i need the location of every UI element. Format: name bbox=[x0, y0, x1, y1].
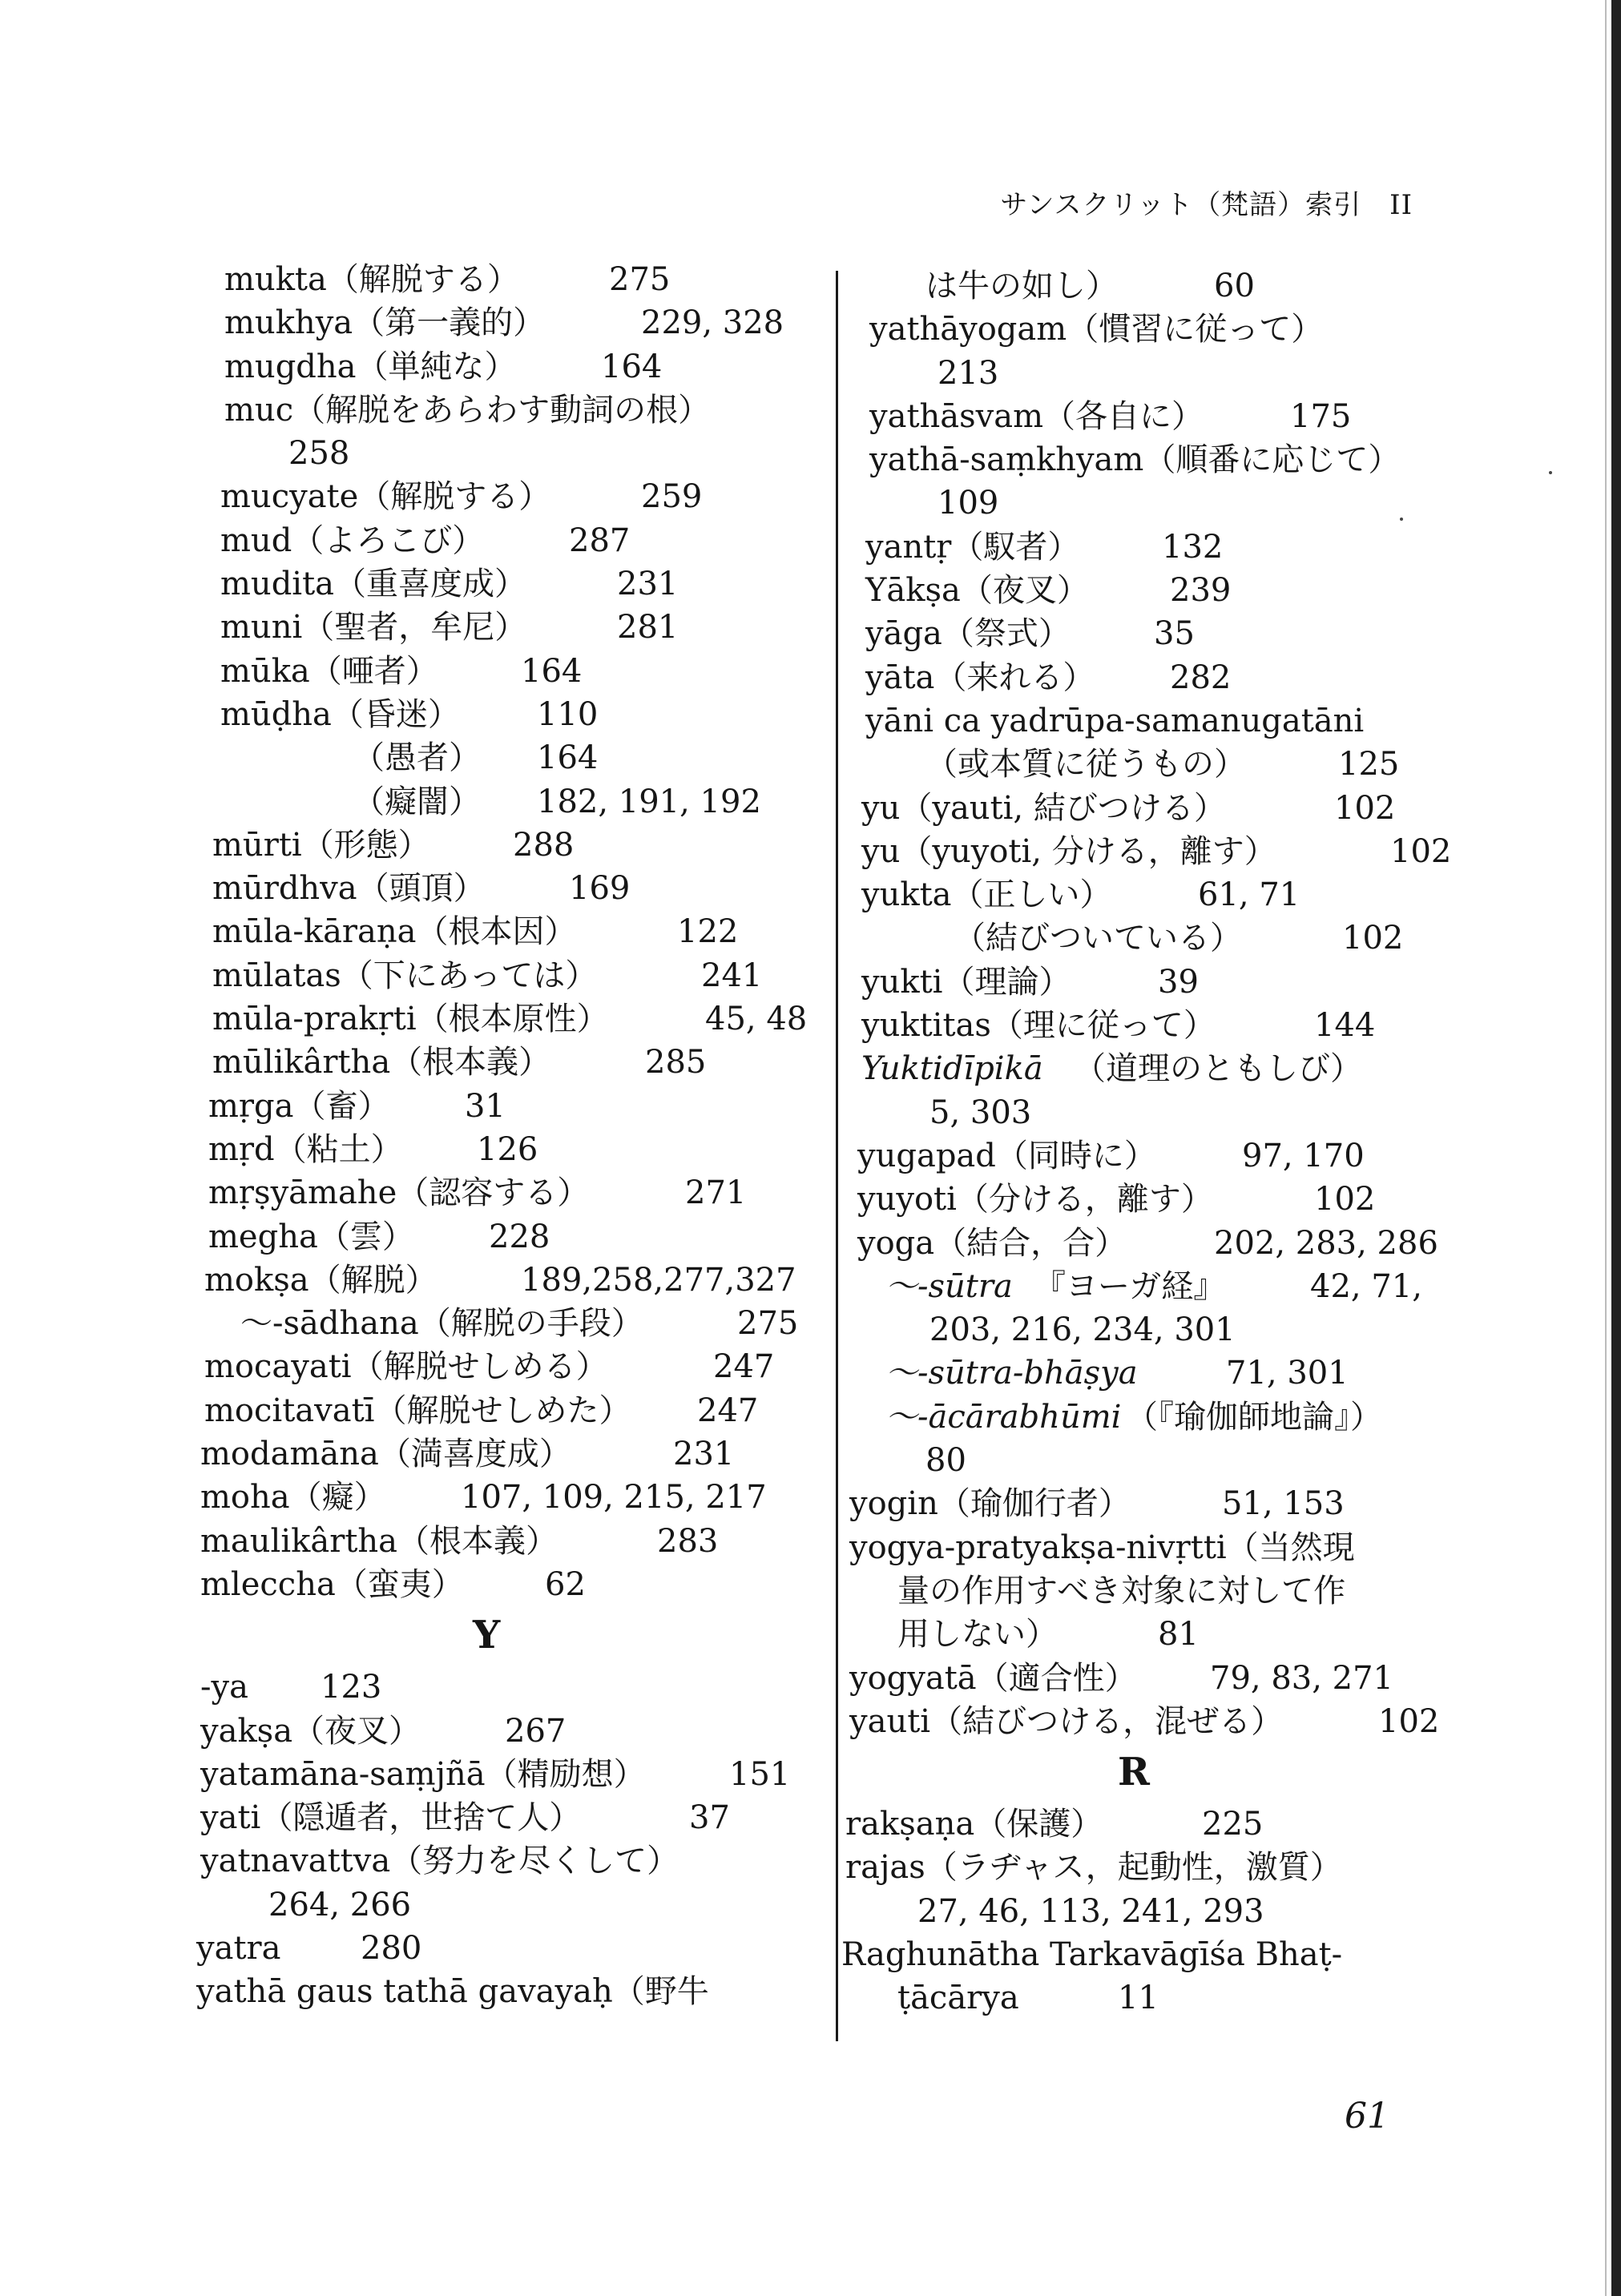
page-refs: 247 bbox=[697, 1392, 759, 1429]
entry-text: mudita（重喜度成） bbox=[220, 566, 527, 603]
page-refs: 97, 170 bbox=[1242, 1137, 1365, 1174]
index-entry bbox=[192, 389, 825, 432]
index-entry bbox=[841, 1569, 1466, 1613]
index-entry bbox=[841, 1933, 1466, 1976]
index-entry bbox=[192, 1345, 825, 1388]
index-entry bbox=[192, 1839, 825, 1883]
index-entry bbox=[192, 1128, 825, 1171]
entry-text: mud（よろこび） bbox=[220, 522, 485, 559]
entry-text: yāta（来れる） bbox=[865, 659, 1095, 696]
index-entry bbox=[841, 612, 1466, 655]
index-entry bbox=[192, 736, 825, 779]
index-entry bbox=[841, 1091, 1466, 1134]
index-column-left bbox=[192, 258, 825, 2014]
page-refs: 102 bbox=[1314, 1181, 1376, 1218]
entry-text: 用しない） bbox=[897, 1616, 1058, 1654]
page-refs: 61, 71 bbox=[1198, 876, 1300, 914]
entry-text: mūrdhva（頭頂） bbox=[212, 870, 486, 908]
entry-text: ṭācārya bbox=[897, 1980, 1019, 2017]
entry-text: 量の作用すべき対象に対して作 bbox=[897, 1572, 1346, 1609]
page-refs: 62 bbox=[545, 1565, 586, 1603]
index-entry bbox=[192, 1085, 825, 1128]
entry-text: yathā-saṃkhyam（順番に応じて） bbox=[869, 441, 1401, 479]
entry-text: ～-sādhana（解脱の手段） bbox=[240, 1305, 643, 1343]
index-entry bbox=[192, 258, 825, 301]
page-refs: 37 bbox=[689, 1799, 730, 1837]
entry-text: （結びついている） bbox=[954, 920, 1242, 957]
entry-text: mūlikârtha（根本義） bbox=[212, 1044, 551, 1082]
index-entry bbox=[841, 438, 1466, 481]
section-letter: Y bbox=[473, 1613, 501, 1658]
index-entry bbox=[841, 1657, 1466, 1700]
index-entry bbox=[192, 562, 825, 606]
index-entry bbox=[841, 1526, 1466, 1569]
entry-text: mūla-prakṛti（根本原性） bbox=[212, 1001, 609, 1038]
entry-text: yoga（結合，合） bbox=[857, 1224, 1127, 1262]
entry-text: yukti（理論） bbox=[861, 963, 1071, 1001]
page-refs: 80 bbox=[925, 1442, 966, 1480]
index-entry bbox=[841, 1222, 1466, 1265]
entry-text: mukhya（第一義的） bbox=[224, 304, 546, 342]
index-entry bbox=[841, 1700, 1466, 1743]
entry-text: yu（yauti, 結びつける） bbox=[861, 789, 1226, 827]
index-entry bbox=[192, 475, 825, 518]
index-entry bbox=[841, 1439, 1466, 1482]
index-entry bbox=[841, 743, 1466, 786]
page-refs: 164 bbox=[537, 739, 599, 777]
entry-text: （或本質に従うもの） bbox=[925, 746, 1246, 783]
entry-text: muc（解脱をあらわす動詞の根） bbox=[224, 391, 711, 429]
page-refs: 182, 191, 192 bbox=[537, 783, 761, 820]
entry-text: mocitavatī（解脱せしめた） bbox=[204, 1392, 631, 1429]
page-refs: 27, 46, 113, 241, 293 bbox=[917, 1892, 1264, 1930]
index-entry bbox=[841, 1976, 1466, 2020]
running-header: サンスクリット（梵語）索引 II bbox=[1000, 189, 1413, 221]
index-entry bbox=[841, 1047, 1466, 1090]
page-refs: 267 bbox=[505, 1712, 567, 1750]
page-refs: 5, 303 bbox=[929, 1094, 1032, 1131]
page-refs: 288 bbox=[513, 826, 575, 864]
index-entry bbox=[192, 1215, 825, 1259]
index-entry bbox=[192, 1970, 825, 2013]
index-entry bbox=[192, 1302, 825, 1345]
entry-text: mūḍha（昏迷） bbox=[220, 695, 460, 733]
entry-text: ～-sūtra-bhāṣya bbox=[885, 1355, 1138, 1392]
page-refs: 164 bbox=[521, 652, 583, 690]
page-refs: 264, 266 bbox=[268, 1886, 412, 1923]
index-entry bbox=[192, 867, 825, 910]
entry-text: mocayati（解脱せしめる） bbox=[204, 1348, 608, 1386]
entry-text: yathā gaus tathā gavayaḥ（野牛 bbox=[196, 1973, 709, 2011]
section-heading bbox=[192, 1606, 825, 1666]
index-entry bbox=[841, 873, 1466, 916]
index-entry bbox=[841, 1265, 1466, 1308]
entry-text: mukta（解脱する） bbox=[224, 261, 519, 298]
index-entry bbox=[192, 1432, 825, 1476]
index-entry bbox=[192, 1259, 825, 1302]
index-entry bbox=[841, 1890, 1466, 1933]
index-entry bbox=[192, 1171, 825, 1214]
page-refs: 275 bbox=[609, 261, 671, 298]
entry-text: yugapad（同時に） bbox=[857, 1137, 1156, 1174]
entry-text: 『ヨーガ経』 bbox=[1034, 1267, 1226, 1305]
entry-text: Yākṣa（夜叉） bbox=[865, 572, 1089, 610]
entry-text: mleccha（蛮夷） bbox=[200, 1565, 464, 1603]
index-entry bbox=[841, 481, 1466, 525]
page-refs: 60 bbox=[1214, 268, 1255, 304]
index-entry bbox=[841, 1803, 1466, 1846]
entry-text: rakṣaṇa（保護） bbox=[845, 1806, 1103, 1843]
index-entry bbox=[841, 916, 1466, 960]
index-entry bbox=[192, 997, 825, 1041]
index-entry bbox=[192, 824, 825, 867]
page-refs: 126 bbox=[477, 1130, 538, 1168]
entry-text: （『瑜伽師地論』） bbox=[1126, 1398, 1382, 1436]
entry-text: yuktitas（理に従って） bbox=[861, 1007, 1216, 1045]
page-number: 61 bbox=[1345, 2096, 1389, 2137]
entry-text: yogin（瑜伽行者） bbox=[849, 1485, 1131, 1523]
index-entry bbox=[192, 345, 825, 389]
entry-text: yogya-pratyakṣa-nivṛtti（当然現 bbox=[849, 1529, 1355, 1566]
page-refs: 258 bbox=[288, 435, 350, 473]
entry-text: Yuktidīpikā bbox=[861, 1050, 1043, 1088]
index-entry bbox=[841, 656, 1466, 699]
entry-text: mokṣa（解脱） bbox=[204, 1261, 438, 1299]
page-refs: 102 bbox=[1390, 832, 1452, 870]
entry-text: （癡闇） bbox=[353, 783, 481, 820]
page-refs: 45, 48 bbox=[705, 1001, 808, 1038]
index-entry bbox=[192, 693, 825, 736]
page-refs: 11 bbox=[1118, 1980, 1159, 2017]
index-entry bbox=[841, 395, 1466, 438]
entry-text: mṛd（粘土） bbox=[208, 1130, 403, 1168]
index-entry bbox=[841, 1351, 1466, 1395]
index-entry bbox=[192, 519, 825, 562]
index-entry bbox=[192, 1563, 825, 1606]
index-entry bbox=[841, 1482, 1466, 1525]
entry-text: modamāna（満喜度成） bbox=[200, 1436, 571, 1473]
entry-text: mṛga（畜） bbox=[208, 1087, 390, 1125]
page-refs: 225 bbox=[1202, 1806, 1264, 1843]
page-refs: 31 bbox=[465, 1087, 506, 1125]
page-refs: 229, 328 bbox=[641, 304, 784, 342]
page-refs: 271 bbox=[685, 1174, 747, 1212]
page-refs: 202, 283, 286 bbox=[1214, 1224, 1438, 1262]
page-refs: 79, 83, 271 bbox=[1210, 1659, 1394, 1697]
index-entry bbox=[192, 1710, 825, 1753]
index-entry bbox=[192, 1476, 825, 1519]
page-refs: 213 bbox=[938, 354, 999, 392]
page-refs: 259 bbox=[641, 478, 703, 516]
entry-text: mugdha（単純な） bbox=[224, 348, 517, 385]
page-refs: 102 bbox=[1334, 789, 1396, 827]
page-refs: 247 bbox=[713, 1348, 775, 1386]
page-refs: 81 bbox=[1158, 1616, 1199, 1654]
page-refs: 231 bbox=[617, 566, 679, 603]
entry-text: yathāyogam（慣習に従って） bbox=[869, 311, 1324, 348]
entry-text: megha（雲） bbox=[208, 1218, 414, 1255]
page-refs: 123 bbox=[321, 1669, 382, 1706]
entry-text: （愚者） bbox=[353, 739, 481, 777]
entry-text: yatnavattva（努力を尽くして） bbox=[200, 1843, 679, 1880]
page-refs: 109 bbox=[938, 485, 999, 522]
index-entry bbox=[841, 1004, 1466, 1047]
page-refs: 71, 301 bbox=[1226, 1355, 1349, 1392]
entry-text: yatra bbox=[196, 1929, 281, 1967]
page-refs: 132 bbox=[1162, 528, 1224, 566]
section-heading bbox=[841, 1743, 1466, 1803]
page-refs: 280 bbox=[361, 1929, 422, 1967]
index-entry bbox=[192, 1753, 825, 1796]
page-refs: 110 bbox=[537, 695, 599, 733]
entry-text: yu（yuyoti, 分ける，離す） bbox=[861, 832, 1276, 870]
page-refs: 203, 216, 234, 301 bbox=[929, 1311, 1236, 1349]
page-refs: 282 bbox=[1170, 659, 1232, 696]
entry-text: maulikârtha（根本義） bbox=[200, 1522, 558, 1560]
index-entry bbox=[841, 1396, 1466, 1439]
page-refs: 283 bbox=[657, 1522, 719, 1560]
entry-text: rajas（ラヂャス，起動性，激質） bbox=[845, 1849, 1342, 1887]
index-entry bbox=[841, 1308, 1466, 1351]
scan-edge bbox=[1611, 0, 1621, 2296]
entry-text: yogyatā（適合性） bbox=[849, 1659, 1137, 1697]
entry-text: yathāsvam（各自に） bbox=[869, 397, 1204, 435]
index-entry bbox=[841, 787, 1466, 830]
entry-text: yauti（結びつける，混ぜる） bbox=[849, 1702, 1284, 1740]
index-entry bbox=[192, 1927, 825, 1970]
page-refs: 144 bbox=[1314, 1007, 1376, 1045]
page-refs: 275 bbox=[737, 1305, 799, 1343]
page-refs: 239 bbox=[1170, 572, 1232, 610]
index-entry bbox=[841, 1846, 1466, 1889]
speck bbox=[1549, 471, 1552, 474]
index-entry bbox=[192, 650, 825, 693]
index-entry bbox=[192, 954, 825, 997]
page-refs: 102 bbox=[1342, 920, 1404, 957]
entry-text: yati（隠遁者，世捨て人） bbox=[200, 1799, 582, 1837]
page-refs: 169 bbox=[569, 870, 631, 908]
index-entry bbox=[841, 830, 1466, 873]
entry-text: ～-ācārabhūmi bbox=[885, 1398, 1122, 1436]
index-entry bbox=[841, 699, 1466, 743]
index-entry bbox=[192, 1520, 825, 1563]
column-divider bbox=[836, 271, 838, 2041]
index-entry bbox=[192, 1041, 825, 1084]
entry-text: muni（聖者，牟尼） bbox=[220, 609, 527, 647]
entry-text: mūrti（形態） bbox=[212, 826, 430, 864]
entry-text: -ya bbox=[200, 1669, 248, 1706]
entry-text: Raghunātha Tarkavāgīśa Bhaṭ- bbox=[841, 1935, 1343, 1973]
page-refs: 228 bbox=[489, 1218, 550, 1255]
entry-text: mūla-kāraṇa（根本因） bbox=[212, 913, 577, 951]
entry-text: yuyoti（分ける，離す） bbox=[857, 1181, 1213, 1218]
page-refs: 281 bbox=[617, 609, 679, 647]
entry-text: moha（癡） bbox=[200, 1479, 386, 1517]
page-refs: 231 bbox=[673, 1436, 735, 1473]
entry-text: （道理のともしび） bbox=[1074, 1050, 1362, 1088]
page-refs: 125 bbox=[1338, 746, 1400, 783]
entry-text: yatamāna-saṃjñā（精励想） bbox=[200, 1755, 646, 1793]
page-refs: 175 bbox=[1290, 397, 1352, 435]
page-refs: 189,258,277,327 bbox=[521, 1261, 796, 1299]
page-refs: 151 bbox=[729, 1755, 791, 1793]
index-entry bbox=[841, 526, 1466, 569]
entry-text: は牛の如し） bbox=[925, 268, 1118, 304]
index-entry bbox=[841, 961, 1466, 1004]
index-column-right bbox=[841, 264, 1466, 2020]
entry-text: yāni ca yadrūpa-samanugatāni bbox=[865, 702, 1365, 739]
page-refs: 241 bbox=[701, 957, 763, 994]
page-refs: 51, 153 bbox=[1222, 1485, 1345, 1523]
page-refs: 42, 71, bbox=[1310, 1267, 1422, 1305]
index-entry bbox=[841, 1613, 1466, 1656]
entry-text: mūka（唖者） bbox=[220, 652, 438, 690]
entry-text: mūlatas（下にあっては） bbox=[212, 957, 598, 994]
index-entry bbox=[192, 1883, 825, 1927]
index-entry bbox=[192, 910, 825, 953]
entry-text: ～-sūtra bbox=[885, 1267, 1013, 1305]
page-refs: 35 bbox=[1154, 615, 1195, 653]
index-entry bbox=[192, 1389, 825, 1432]
page-refs: 287 bbox=[569, 522, 631, 559]
index-entry bbox=[192, 1666, 825, 1709]
entry-text: yukta（正しい） bbox=[861, 876, 1112, 914]
section-letter: R bbox=[1118, 1750, 1150, 1795]
index-entry bbox=[841, 569, 1466, 612]
page-refs: 107, 109, 215, 217 bbox=[461, 1479, 767, 1517]
page-refs: 285 bbox=[645, 1044, 707, 1082]
page-refs: 122 bbox=[677, 913, 739, 951]
scan-edge-line bbox=[1605, 0, 1607, 2296]
page-refs: 164 bbox=[601, 348, 663, 385]
page-refs: 102 bbox=[1378, 1702, 1440, 1740]
entry-text: yantṛ（馭者） bbox=[865, 528, 1080, 566]
index-entry bbox=[841, 1134, 1466, 1178]
entry-text: mṛṣyāmahe（認容する） bbox=[208, 1174, 590, 1212]
index-entry bbox=[841, 352, 1466, 395]
entry-text: mucyate（解脱する） bbox=[220, 478, 551, 516]
index-entry bbox=[192, 780, 825, 824]
entry-text: yakṣa（夜叉） bbox=[200, 1712, 421, 1750]
page-refs: 39 bbox=[1158, 963, 1199, 1001]
index-entry bbox=[841, 264, 1466, 308]
index-entry bbox=[192, 301, 825, 344]
index-entry bbox=[192, 606, 825, 649]
index-entry bbox=[841, 308, 1466, 351]
index-entry bbox=[192, 432, 825, 475]
entry-text: yāga（祭式） bbox=[865, 615, 1071, 653]
index-entry bbox=[192, 1796, 825, 1839]
index-entry bbox=[841, 1178, 1466, 1221]
